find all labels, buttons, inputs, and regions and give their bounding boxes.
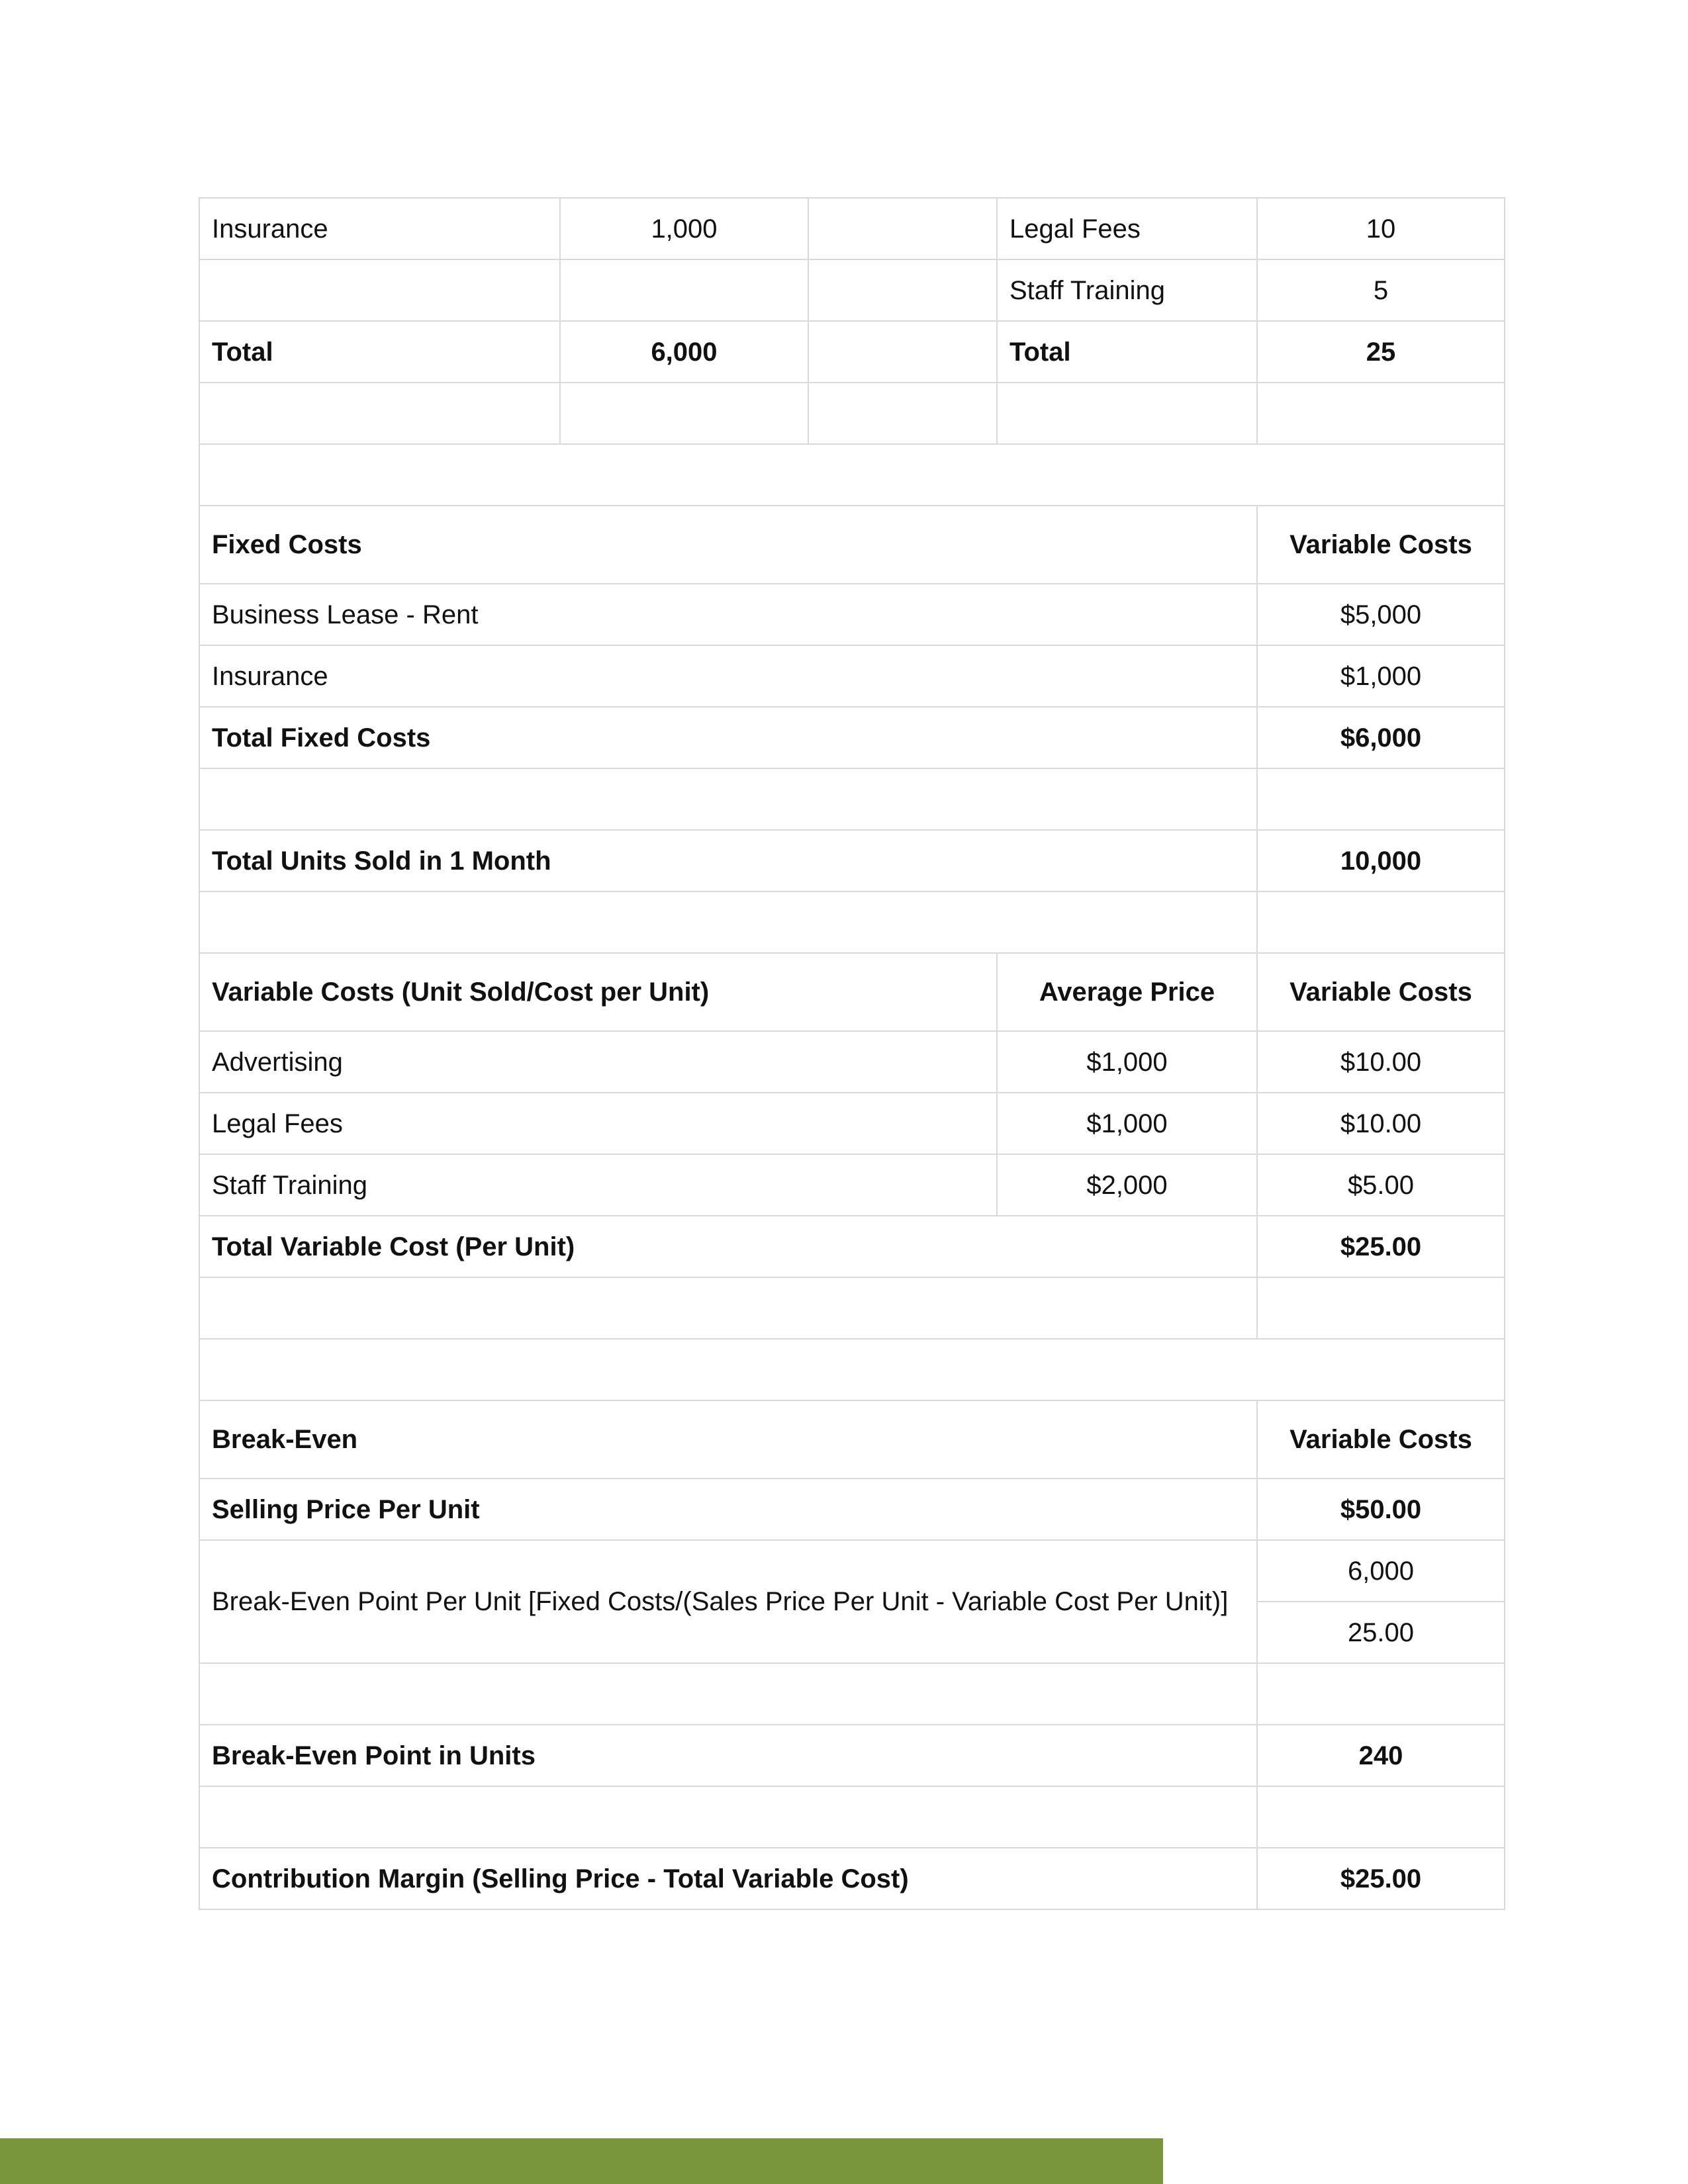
totals-row [199,1216,1505,1277]
spacer-row [199,444,1505,506]
fixed-total-label: Total [199,321,560,383]
variable-cost-value: $10.00 [1257,1093,1505,1154]
empty-row [199,1663,1505,1725]
empty-cell [808,198,997,259]
fixed-item-label [199,259,560,321]
fixed-costs-header [199,506,1505,584]
variable-cost-label: Advertising [199,1031,997,1093]
empty-cell [808,259,997,321]
variable-cost-value: $5.00 [1257,1154,1505,1216]
empty-row [199,768,1505,830]
break-even-units-row [199,1725,1505,1786]
variable-item-value: 5 [1257,259,1505,321]
units-sold-label: Total Units Sold in 1 Month [199,830,1257,891]
variable-item-label: Legal Fees [997,198,1257,259]
contribution-margin-row [199,1848,1505,1909]
variable-costs-column-title: Variable Costs [1257,953,1505,1031]
fixed-total-value: 6,000 [560,321,808,383]
units-sold-row [199,830,1505,891]
contribution-margin-value: $25.00 [1257,1848,1505,1909]
table-row [199,1093,1505,1154]
fixed-costs-column-title: Variable Costs [1257,506,1505,584]
footer-accent-bar [0,2138,1163,2184]
empty-row [199,891,1505,953]
fixed-costs-title: Fixed Costs [199,506,1257,584]
empty-cell [808,321,997,383]
variable-total-value: 25 [1257,321,1505,383]
selling-price-row [199,1479,1505,1540]
break-even-denominator: 25.00 [1257,1602,1505,1663]
total-fixed-costs-value: $6,000 [1257,707,1505,768]
average-price-column-title: Average Price [997,953,1257,1031]
table-row [199,1154,1505,1216]
break-even-title: Break-Even [199,1400,1257,1479]
fixed-item-label: Insurance [199,198,560,259]
total-variable-cost-value: $25.00 [1257,1216,1505,1277]
empty-row [199,1786,1505,1848]
fixed-cost-label: Insurance [199,645,1257,707]
table-row [199,645,1505,707]
average-price-value: $2,000 [997,1154,1257,1216]
variable-cost-label: Staff Training [199,1154,997,1216]
units-sold-value: 10,000 [1257,830,1505,891]
table-row [199,584,1505,645]
table-row [199,198,1505,259]
break-even-column-title: Variable Costs [1257,1400,1505,1479]
variable-costs-title: Variable Costs (Unit Sold/Cost per Unit) [199,953,997,1031]
variable-item-value: 10 [1257,198,1505,259]
fixed-item-value: 1,000 [560,198,808,259]
variable-cost-label: Legal Fees [199,1093,997,1154]
break-even-point-label: Break-Even Point Per Unit [Fixed Costs/(Sales Price Per Unit - Variable Cost Per Unit)] [199,1540,1257,1663]
table-row [199,1031,1505,1093]
fixed-item-value [560,259,808,321]
fixed-cost-value: $1,000 [1257,645,1505,707]
totals-row [199,707,1505,768]
variable-cost-value: $10.00 [1257,1031,1505,1093]
break-even-point-row [199,1540,1505,1602]
selling-price-label: Selling Price Per Unit [199,1479,1257,1540]
empty-row [199,1277,1505,1339]
break-even-numerator: 6,000 [1257,1540,1505,1602]
empty-row [199,383,1505,444]
spacer-row [199,1339,1505,1400]
selling-price-value: $50.00 [1257,1479,1505,1540]
fixed-cost-label: Business Lease - Rent [199,584,1257,645]
break-even-worksheet [199,197,1505,1910]
average-price-value: $1,000 [997,1093,1257,1154]
variable-item-label: Staff Training [997,259,1257,321]
break-even-units-value: 240 [1257,1725,1505,1786]
total-fixed-costs-label: Total Fixed Costs [199,707,1257,768]
variable-costs-header [199,953,1505,1031]
fixed-cost-value: $5,000 [1257,584,1505,645]
break-even-header [199,1400,1505,1479]
table-row [199,259,1505,321]
average-price-value: $1,000 [997,1031,1257,1093]
totals-row [199,321,1505,383]
variable-total-label: Total [997,321,1257,383]
contribution-margin-label: Contribution Margin (Selling Price - Total Variable Cost) [199,1848,1257,1909]
break-even-units-label: Break-Even Point in Units [199,1725,1257,1786]
total-variable-cost-label: Total Variable Cost (Per Unit) [199,1216,1257,1277]
